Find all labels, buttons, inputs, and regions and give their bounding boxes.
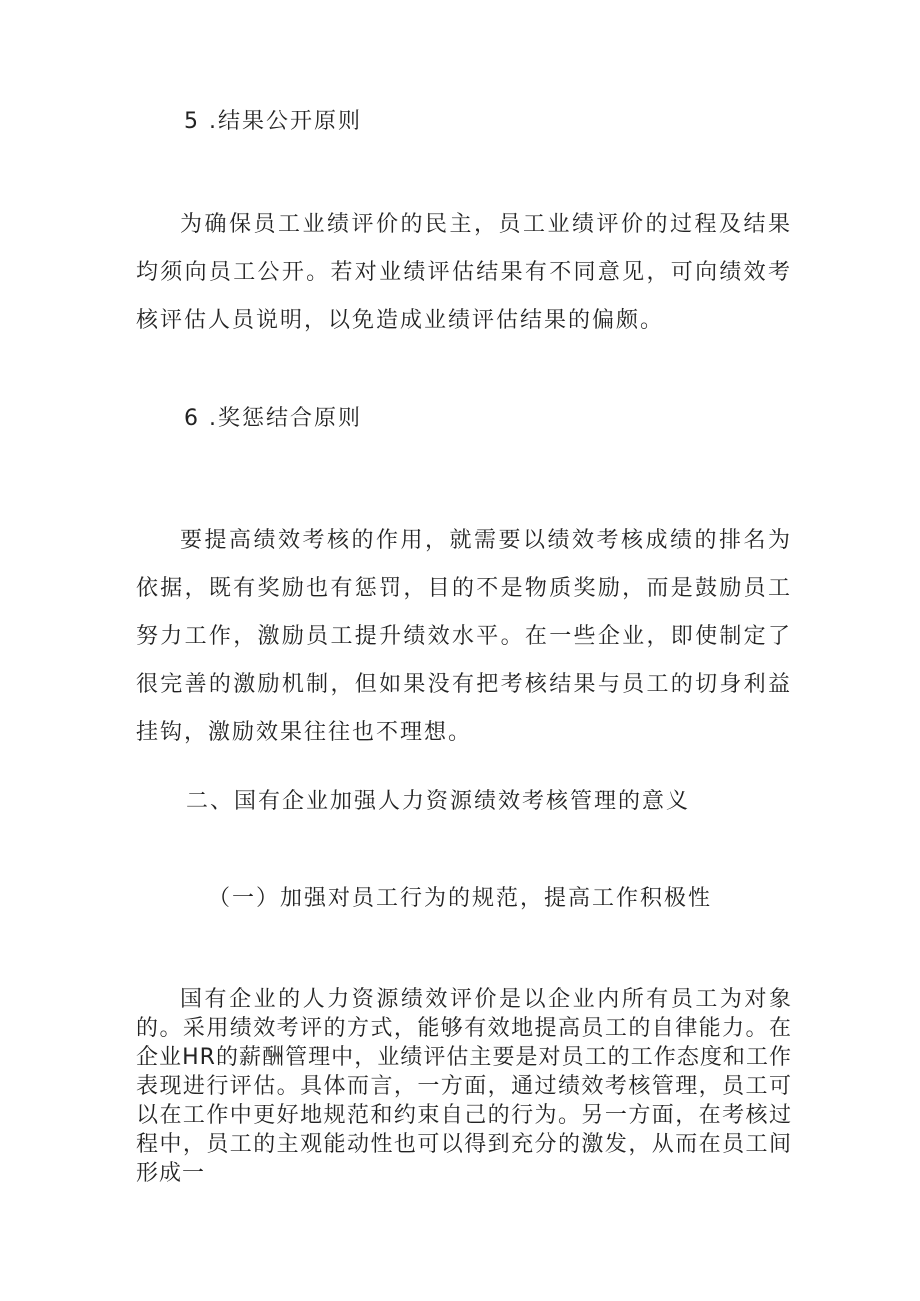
- section-heading-significance: 二、国有企业加强人力资源绩效考核管理的意义: [186, 789, 691, 814]
- subsection-heading-behavior: （一）加强对员工行为的规范，提高工作积极性: [208, 886, 713, 911]
- paragraph-result-public: 为确保员工业绩评价的民主，员工业绩评价的过程及结果均须向员工公开。若对业绩评估结果有不同意见，可向绩效考核评估人员说明，以免造成业绩评估结果的偏颇。: [136, 212, 792, 333]
- paragraph-reward-punishment: 要提高绩效考核的作用，就需要以绩效考核成绩的排名为依据，既有奖励也有惩罚，目的不是物质奖励，而是鼓励员工努力工作，激励员工提升绩效水平。在一些企业，即使制定了很完善的激励机制，但如果没有把考核结果与员工的切身利益挂钩，激励效果往往也不理想。: [136, 528, 792, 745]
- heading-result-public: 5 .结果公开原则: [184, 109, 362, 134]
- heading-reward-punishment: 6 .奖惩结合原则: [184, 406, 362, 431]
- paragraph-behavior: 国有企业的人力资源绩效评价是以企业内所有员工为对象的。采用绩效考评的方式，能够有效地提高员工的自律能力。在企业HR的薪酬管理中，业绩评估主要是对员工的工作态度和工作表现进行评估。具体而言，一方面，通过绩效考核管理，员工可以在工作中更好地规范和约束自己的行为。另一方面，在考核过程中，员工的主观能动性也可以得到充分的激发，从而在员工间形成一: [136, 987, 792, 1186]
